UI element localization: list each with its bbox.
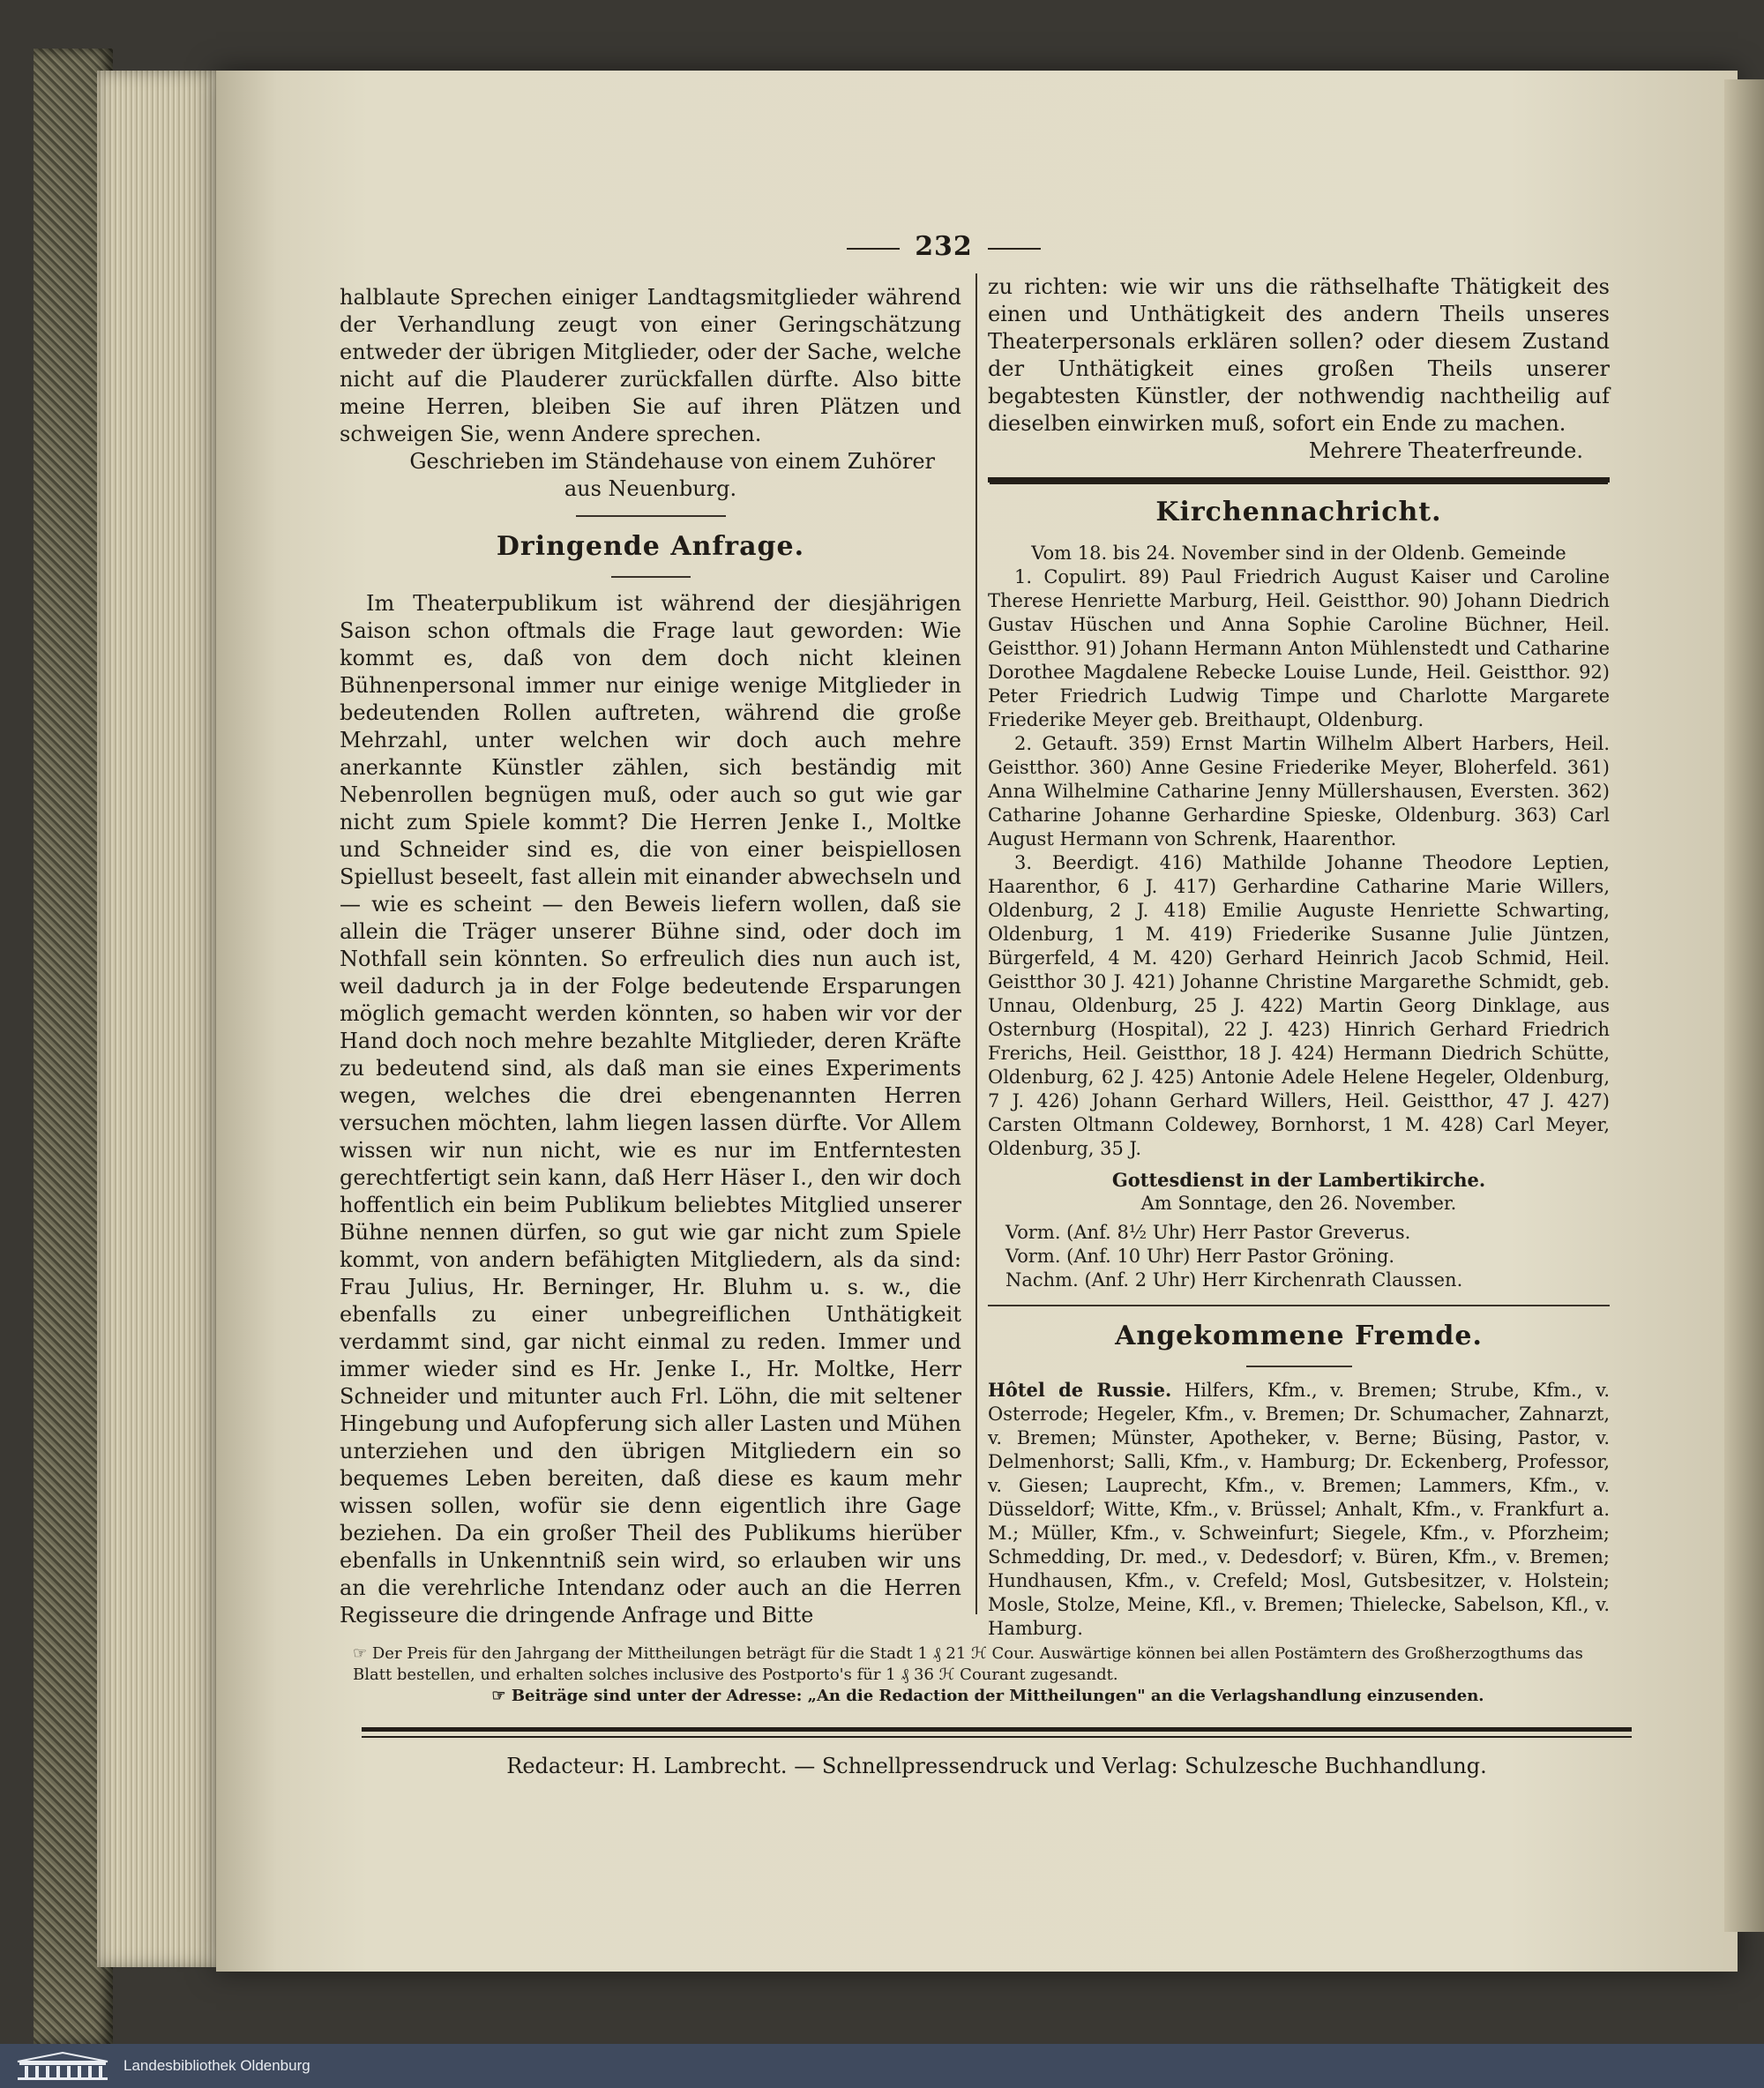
footer-heavy-rule	[362, 1727, 1632, 1732]
continuation-signature: Mehrere Theaterfreunde.	[1308, 438, 1583, 463]
library-name[interactable]: Landesbibliothek Oldenburg	[123, 2057, 310, 2074]
service-date: Am Sonntage, den 26. November.	[1140, 1193, 1457, 1214]
footer-notes	[353, 1643, 1623, 1707]
service-title: Gottesdienst in der Lambertikirche.	[1111, 1169, 1486, 1191]
left-column	[340, 284, 961, 1629]
library-building-icon	[14, 2051, 111, 2081]
opening-paragraph: halblaute Sprechen einiger Landtagsmitglieder während der Verhandlung zeugt von einer Geringschätzung entweder der übrigen Mitglieder, oder der Sache, welche nicht auf die Plauderer zurückfallen dürfte. Also bitte meine Herren, bleiben Sie auf ihren Plätzen und schweigen Sie, wenn Andere sprechen.	[340, 285, 961, 446]
arrivals-title: Angekommene Fremde.	[1115, 1321, 1483, 1351]
signature-line-2: aus Neuenburg.	[564, 476, 737, 501]
article-body: Im Theaterpublikum ist während der diesjährigen Saison schon oftmals die Frage laut geworden: Wie kommt es, daß von dem doch nicht kleinen Bühnenpersonal immer nur einige wenige Mitglieder in bedeutenden Rollen auftreten, während die große Mehrzahl, unter welchen wir doch auch mehre anerkannte Künstler zählen, sich beständig mit Nebenrollen begnügen muß, oder auch so gut wie gar nicht zum Spiele kommt? Die Herren Jenke I., Moltke und Schneider sind es, die von einer beispiellosen Spiellust beseelt, fast allein mit einander abwechseln und — wie es scheint — den Beweis liefern wollen, daß sie allein die Träger unserer Bühne sind, oder doch im Nothfall sein könnten. So erfreulich dies nun auch ist, weil dadurch ja in der Folge bedeutende Ersparungen möglich gemacht werden könnten, so haben wir vor der Hand doch noch mehre bezahlte Mitglieder, deren Kräfte zu bedeutend sind, als daß man sie eines Experiments wegen, welches die drei ebengenannten Herren versuchen möchten, lahm liegen lassen dürfte. Vor Allem wissen wir nun nicht, wie es nur im Entferntesten gerechtfertigt sein kann, daß Herr Häser I., den wir doch hoffentlich ein beim Publikum beliebtes Mitglied unserer Bühne nennen dürfen, so gut wie gar nicht zum Spiele kommt, von andern befähigten Mitgliedern, als da sind: Frau Julius, Hr. Berninger, Hr. Bluhm u. s. w., die ebenfalls zu einer unbegreiflichen Unthätigkeit verdammt sind, gar nicht einmal zu reden. Immer und immer wieder sind es Hr. Jenke I., Hr. Moltke, Herr Schneider und mitunter auch Frl. Löhn, die mit seltener Hingebung und Aufopferung sich aller Lasten und Mühen unterziehen und den übrigen Mitgliedern ein so bequemes Leben bereiten, daß diese es kaum mehr wissen sollen, wofür sie denn eigentlich ihre Gage beziehen. Da ein großer Theil des Publikums hierüber ebenfalls in Unkenntniß sein wird, so erlauben wir uns an die verehrliche Intendanz oder auch an die Herren Regisseure die dringende Anfrage und Bitte	[340, 591, 961, 1628]
imprint: Redacteur: H. Lambrecht. — Schnellpressendruck und Verlag: Schulzesche Buchhandlung.	[506, 1754, 1487, 1778]
heavy-rule	[988, 477, 1610, 483]
title-rule	[611, 576, 691, 578]
continuation-text: zu richten: wie wir uns die räthselhafte Thätigkeit des einen und Unthätigkeit des andern Theils unseres Theaterpersonals erklären sollen? oder diesem Zustand der Unthätigkeit eines großen Theils unserer begabtesten Künstler, der nothwendig nachtheilig auf dieselben einwirken muß, sofort ein Ende zu machen.	[988, 274, 1610, 436]
right-column	[988, 273, 1610, 1641]
price-note: ☞ Der Preis für den Jahrgang der Mittheilungen beträgt für die Stadt 1 ₰ 21 ℋ Cour. Auswärtige können bei allen Postämtern des Großherzogthums das Blatt bestellen, und erhalten solches inclusive des Postporto's für 1 ₰ 36 ℋ Courant zugesandt.	[353, 1644, 1583, 1684]
service-3: Nachm. (Anf. 2 Uhr) Herr Kirchenrath Claussen.	[1005, 1269, 1463, 1291]
signature-line-1: Geschrieben im Ständehause von einem Zuhörer	[409, 449, 935, 474]
footer-thin-rule	[362, 1736, 1632, 1738]
church-intro: Vom 18. bis 24. November sind in der Oldenb. Gemeinde	[1031, 543, 1566, 564]
arrivals-rule	[988, 1305, 1610, 1306]
library-bar	[0, 2044, 1764, 2088]
column-divider	[975, 273, 977, 1614]
section-rule	[576, 515, 726, 517]
church-news-title: Kirchennachricht.	[1155, 497, 1442, 528]
service-2: Vorm. (Anf. 10 Uhr) Herr Pastor Gröning.	[1005, 1246, 1395, 1267]
arrivals-title-rule	[1246, 1366, 1352, 1367]
arrivals-hotel: Hôtel de Russie.	[988, 1379, 1172, 1401]
church-news	[988, 542, 1610, 1292]
submissions-note: ☞ Beiträge sind unter der Adresse: „An die Redaction der Mittheilungen" an die Verlagshandlung einzusenden.	[491, 1687, 1484, 1705]
page-number: 232	[847, 231, 1041, 262]
arrivals-list	[988, 1378, 1610, 1641]
church-beerdigt: 3. Beerdigt. 416) Mathilde Johanne Theodore Leptien, Haarenthor, 6 J. 417) Gerhardine Catharine Marie Willers, Oldenburg, 2 J. 418) Emilie Auguste Henriette Schwarting, Oldenburg, 1 M. 419) Friederike Susanne Julie Jüntzen, Bürgerfeld, 4 M. 420) Gerhard Heinrich Jacob Schmid, Heil. Geistthor 30 J. 421) Johanne Christine Margarethe Schmidt, geb. Unnau, Oldenburg, 25 J. 422) Martin Georg Dinklage, aus Osternburg (Hospital), 22 J. 423) Hinrich Gerhard Friedrich Frerichs, Heil. Geistthor, 18 J. 424) Hermann Diedrich Schütte, Oldenburg, 62 J. 425) Antonie Adele Helene Hegeler, Oldenburg, 7 J. 426) Johann Gerhard Willers, Heil. Geistthor, 47 J. 427) Carsten Oltmann Coldewey, Bornhorst, 1 M. 428) Carl Meyer, Oldenburg, 35 J.	[988, 852, 1610, 1159]
article-title: Dringende Anfrage.	[496, 531, 805, 562]
church-getauft: 2. Getauft. 359) Ernst Martin Wilhelm Albert Harbers, Heil. Geistthor. 360) Anne Gesine Friederike Meyer, Bloherfeld. 361) Anna Wilhelmine Catharine Jenny Müllershausen, Eversten. 362) Catharine Johanne Gerhardine Spieske, Oldenburg. 363) Carl August Hermann von Schrenk, Haarenthor.	[988, 733, 1610, 849]
arrivals-text: Hilfers, Kfm., v. Bremen; Strube, Kfm., v. Osterrode; Hegeler, Kfm., v. Bremen; Dr. Schumacher, Zahnarzt, v. Bremen; Münster, Apotheker, v. Berne; Büsing, Pastor, v. Delmenhorst; Salli, Kfm., v. Hamburg; Dr. Eckenberg, Professor, v. Giesen; Lauprecht, Kfm., v. Bremen; Lammers, Kfm., v. Düsseldorf; Witte, Kfm., v. Brüssel; Anhalt, Kfm., v. Frankfurt a. M.; Müller, Kfm., v. Schweinfurt; Siegele, Kfm., v. Pforzheim; Schmedding, Dr. med., v. Dedesdorf; v. Büren, Kfm., v. Bremen; Hundhausen, Kfm., v. Crefeld; Mosl, Gutsbesitzer, v. Holstein; Mosle, Stolze, Meine, Kfl., v. Bremen; Thielecke, Sabelson, Kfl., v. Hamburg.	[988, 1380, 1610, 1639]
service-1: Vorm. (Anf. 8½ Uhr) Herr Pastor Greverus.	[1005, 1222, 1411, 1243]
church-copulirt: 1. Copulirt. 89) Paul Friedrich August Kaiser und Caroline Therese Henriette Marburg, Heil. Geistthor. 90) Johann Diedrich Gustav Hüschen und Anna Sophie Caroline Büchner, Heil. Geistthor. 91) Johann Hermann Anton Mühlenstedt und Catharine Dorothee Magdalene Rebecke Louise Lunde, Heil. Geistthor. 92) Peter Friedrich Ludwig Timpe und Charlotte Margarete Friederike Meyer geb. Breithaupt, Oldenburg.	[988, 566, 1610, 730]
